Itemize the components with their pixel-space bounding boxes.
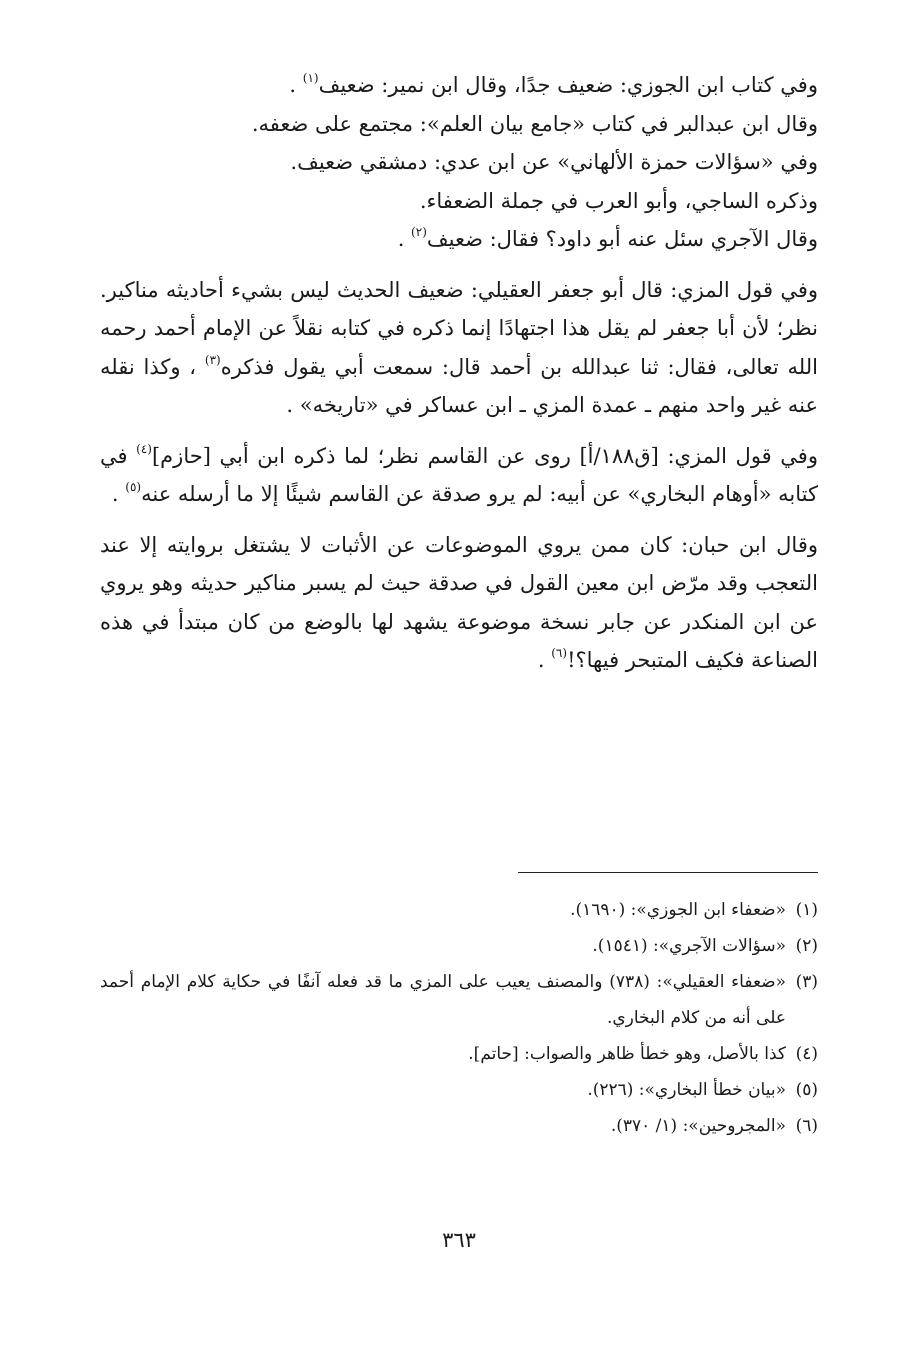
footnote-number: (٢) [795,936,818,956]
footnote-number: (٦) [795,1116,818,1136]
footnote-item [100,1036,818,1072]
footnote-ref-6[interactable]: (٦) [551,646,568,660]
footnote-number: (٣) [795,972,818,992]
paragraph-al-qasim: وفي قول المزي: [ق١٨٨/أ] روى عن القاسم نظر؛ لما ذكره ابن أبي [حازم]$^{(٤)}$ في كتابه «أوهام البخاري» عن أبيه: لم يرو صدقة عن القاسم شيئًا إلا ما أرسله عنه$^{(٥)}$ . [100,441,818,506]
paragraph-saji: وذكره الساجي، وأبو العرب في جملة الضعفاء. [419,188,818,213]
footnote-text: «سؤالات الآجري»: (١٥٤١). [592,936,786,956]
footnote-ref-2[interactable]: (٢) [411,225,427,239]
paragraph-ibn-hibban: وقال ابن حبان: كان ممن يروي الموضوعات عن الأثبات لا يشتغل بروايته إلا عند التعجب وقد مرّض ابن معين القول في صدقة حيث لم يسبر مناكير حديثه وهو يروي عن ابن المنكدر عن جابر نسخة موضوعة يشهد لها بالوضع من كان مبتدأ في هذه الصناعة فكيف المتبحر فيها؟!$^{(٦)}$ . [100,532,818,672]
footnote-ref-1[interactable]: (١) [302,71,319,85]
footnote-ref-5[interactable]: (٥) [125,480,142,494]
footnote-ref-4[interactable]: (٤) [136,441,152,456]
footnote-ref-3[interactable]: (٣) [204,352,221,367]
footnote-item [100,892,818,928]
page-number: ٣٦٣ [442,1228,476,1252]
footnote-item [100,1108,818,1144]
footnote-text: «ضعفاء العقيلي»: (٧٣٨) والمصنف يعيب على المزي ما قد فعله آنفًا في حكاية كلام الإمام أحمد على أنه من كلام البخاري. [100,972,786,1028]
footnote-item [100,1072,818,1108]
paragraph-uqayli: وفي قول المزي: قال أبو جعفر العقيلي: ضعيف الحديث ليس بشيء أحاديثه مناكير. نظر؛ لأن أبا جعفر لم يقل هذا اجتهادًا إنما ذكره في كتابه نقلاً عن الإمام أحمد رحمه الله تعالى، فقال: ثنا عبدالله بن أحمد قال: سمعت أبي يقول فذكره$^{(٣)}$ ، وكذا نقله عنه غير واحد منهم ـ عمدة المزي ـ ابن عساكر في «تاريخه» . [100,277,818,417]
footnote-item [100,964,818,1036]
footnote-number: (١) [795,900,818,920]
footnote-text: «بيان خطأ البخاري»: (٢٢٦). [587,1080,786,1100]
footnote-separator [518,872,818,873]
footnote-item [100,928,818,964]
footnote-number: (٤) [795,1044,818,1064]
paragraph-hamza-questions: وفي «سؤالات حمزة الألهاني» عن ابن عدي: دمشقي ضعيف. [290,150,818,174]
footnote-text: «ضعفاء ابن الجوزي»: (١٦٩٠). [570,900,786,920]
footnotes [100,892,818,1144]
footnote-number: (٥) [795,1080,818,1100]
paragraph-ibn-abd-al-barr: وقال ابن عبدالبر في كتاب «جامع بيان العلم»: مجتمع على ضعفه. [251,111,818,136]
paragraph-ibn-al-jawzi: وفي كتاب ابن الجوزي: ضعيف جدًا، وقال ابن نمير: ضعيف$^{(١)}$ . [289,71,818,97]
footnote-text: كذا بالأصل، وهو خطأ ظاهر والصواب: [حاتم]. [468,1044,786,1064]
book-page [100,0,818,1362]
paragraph-ajurri: وقال الآجري سئل عنه أبو داود؟ فقال: ضعيف$^{(٢)}$ . [397,225,818,251]
footnote-text: «المجروحين»: (١/ ٣٧٠). [610,1116,786,1136]
main-text [100,66,818,680]
